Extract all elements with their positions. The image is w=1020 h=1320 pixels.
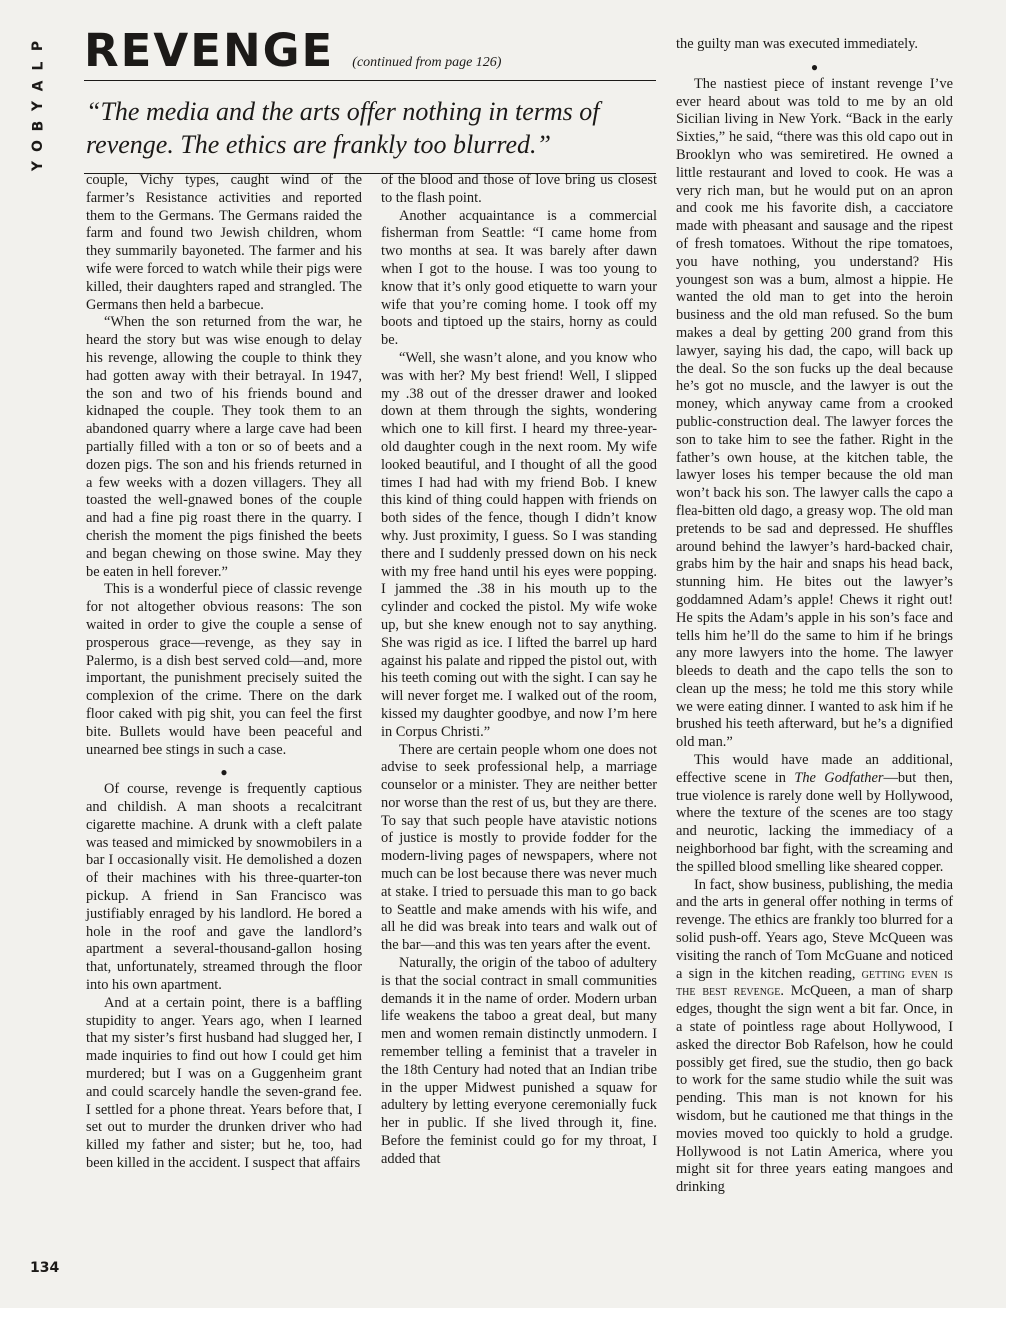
paragraph: The nastiest piece of instant revenge I’ve ever heard about was told to me by an old Sicilian living in New York. “Back in the early Sixties,” he said, “there was this old capo out in Brooklyn who was semiretired. He owned a little restaurant and loved to cook. He was a very rich man, but he would put on an apron and cook me his favorite dish, a cacciatore made with pheasant and sausage and the ripest of fresh tomatoes. Without the ripe tomatoes, you have nothing, you understand? His youngest son was a bum, almost a hippie. He wanted the old man to get into the heroin business and the old man refused. So the bum makes a deal by getting 200 grand from this lawyer, saying his dad, the capo, will back up the deal. So the son fucks up the deal because he’s got no muscle, and the lawyer is out the money, which anyway came from a crooked public-construction deal. The lawyer forces the son to take him to see the father. Right in the father’s own house, at the kitchen table, the lawyer loses his temper because the old man won’t back his son. The lawyer calls the capo a flea-bitten old dago, a greasy wop. The old man pretends to be sad and depressed. He shuffles around behind the lawyer’s hard-backed chair, grabs him by the hair and snaps his head back, stunning him. He bites out the lawyer’s goddamned Adam’s apple! Chews it right out! He spits the Adam’s apple in his son’s face and tells him he’ll do the same to him if he brings any more lawyers into the home. The lawyer bleeds to death and the capo tells the son to clean up the mess; he told me this story while we were eating dinner. I wanted to ask him if he brushed his teeth afterward, but he’s a dignified old man.”: [676, 75, 953, 751]
paragraph: There are certain people whom one does not advise to seek professional help, a marriage counselor or a minister. They are neither better nor worse than the rest of us, but they are there. To say that such people have atavistic notions of justice is mostly to provide fodder for the modern-living pages of newspapers, where not much can be lost because there was never much at stake. I tried to persuade this man to go back to Seattle and make amends with his wife, and all he did was break into tears and walk out of the bar—and this was ten years after the event.: [381, 741, 657, 954]
masthead-letter: Y: [29, 100, 46, 112]
masthead-letter: A: [30, 80, 46, 92]
article-title: REVENGE: [84, 24, 335, 77]
column-3: [676, 36, 953, 1197]
masthead-letter: Y: [29, 160, 46, 172]
paragraph: [676, 877, 953, 1197]
continued-note: (continued from page 126): [352, 55, 502, 70]
text-run: This would have made an additional, effective scene in: [676, 752, 953, 786]
text-run: —but then, true violence is rarely done well by Hollywood, where the texture of the scenes are too stagy and neurotic, lacking the immediacy of a neighborhood bar fight, with the screaming and the spilled blood smelling like sheared copper.: [676, 769, 953, 875]
paragraph: Of course, revenge is frequently captious and childish. A man shoots a recalcitrant cigarette machine. A drunk with a cleft palate was teased and mimicked by snowmobilers in a bar I occasionally visit. He demolished a dozen of their machines with his three-quarter-ton pickup. A friend in San Francisco was justifiably enraged by his landlord. He bored a hole in the roof and gave the landlord’s apartment a several-thousand-gallon hosing that, unfortunately, streamed through the floor into his own apartment.: [86, 781, 362, 994]
column-1: [86, 172, 362, 1173]
magazine-masthead: [20, 36, 56, 176]
article-header: [84, 26, 656, 174]
paragraph: couple, Vichy types, caught wind of the farmer’s Resistance activities and reported them to the Germans. The Germans raided the farm and found two Jewish children, whom they summarily bayoneted. The farmer and his wife were forced to watch while their pigs were killed, their daughters raped and strangled. The Germans then held a barbecue.: [86, 172, 362, 313]
title-row: [84, 26, 656, 76]
page-number: 134: [30, 1260, 60, 1276]
masthead-letter: B: [29, 120, 46, 132]
sign-text: getting even is the best revenge: [676, 965, 953, 1000]
paragraph: [676, 752, 953, 877]
paragraph: And at a certain point, there is a baffling stupidity to anger. Years ago, when I learned that my sister’s first husband had slugged her, I made inquiries to find out how I could get him murdered; but I was on a Guggenheim grant and could scarcely handle the seven-grand fee. I settled for a phone threat. Years before that, I set out to murder the drunken driver who had killed my father and sister; but he, too, had been killed in the accident. I suspect that affairs: [86, 994, 362, 1172]
masthead-letter: L: [29, 61, 46, 71]
film-title: The Godfather: [794, 769, 884, 786]
page-edge: [1006, 0, 1020, 1320]
column-2: [381, 172, 657, 1169]
paragraph: Naturally, the origin of the taboo of adultery is that the social contract in small communities demands it in the name of order. Modern urban life weakens the taboo a great deal, but many men and women remain distinctly unmodern. I remember telling a feminist that a traveler in the 18th Century had noted that an Indian tribe in the upper Midwest punished a squaw for adultery by letting everyone ceremonially fuck her in public. If she lived through it, fine. Before the feminist could go for my throat, I added that: [381, 955, 657, 1167]
pull-quote: “The media and the arts offer nothing in terms of revenge. The ethics are frankly too blurred.”: [86, 97, 600, 159]
section-bullet: ●: [220, 765, 228, 780]
text-run: In fact, show business, publishing, the media and the arts in general offer nothing in terms of revenge. The ethics are frankly too blurred for a solid push-off. Years ago, Steve McQueen was visiting the ranch of Tom McGuane and noticed a sign in the kitchen reading,: [676, 876, 953, 982]
masthead-letter: O: [30, 140, 46, 152]
paragraph: of the blood and those of love bring us closest to the flash point.: [381, 172, 657, 206]
section-bullet: ●: [810, 59, 819, 74]
paragraph: “Well, she wasn’t alone, and you know who was with her? My best friend! Well, I slipped my .38 out of the dresser drawer and looked down at them through the sights, wondering which one to kill first. I heard my three-year-old daughter cough in the next room. My wife looked beautiful, and I thought of all the good times I had had with my friend Bob. I knew this kind of thing could happen with friends on both sides of the fence, though I didn’t know why. Just proximity, I guess. So I was standing there and I suddenly pressed down on his neck with my free hand until his eyes were popping. I jammed the .38 in his mouth up to the cylinder and cocked the pistol. My wife woke up, but she knew enough not to say anything. She was rigid as ice. I lifted the barrel up hard against his palate and ripped the pistol out, with his teeth coming out with the sight. I can say he will never forget me. I walked out of the room, kissed my daughter goodbye, and now I’m here in Corpus Christi.”: [381, 349, 657, 740]
page-edge: [0, 1308, 1020, 1320]
paragraph: “When the son returned from the war, he heard the story but was wise enough to delay his revenge, allowing the couple to think they had gotten away with their betrayal. In 1947, the son and two of his friends bound and kidnaped the couple. They took them to an abandoned quarry where a large cave had been partially filled with a ton or so of beets and a dozen pigs. The son and his friends returned in a few weeks with a dozen villagers. They all toasted the well-gnawed bones of the couple and had a fine pig roast there in the quarry. I cherish the moment the pigs finished the beets and began chewing on those swine. May they be eaten in hell forever.”: [86, 314, 362, 580]
header-rule: [84, 80, 656, 81]
paragraph: Another acquaintance is a commercial fisherman from Seattle: “I came home from two months at sea. It was barely after dawn when I got to the house. I was too young to know that it’s only good etiquette to warn your wife that you’re coming home. I took off my boots and tiptoed up the stairs, horny as could be.: [381, 207, 657, 349]
paragraph: the guilty man was executed immediately.: [676, 36, 919, 52]
masthead-letter: P: [29, 40, 46, 52]
text-run: . McQueen, a man of sharp edges, thought the sign went a bit far. Once, in a state of pointless rage about Hollywood, I asked the director Bob Rafelson, how he could possibly get fired, sue the studio, then go back to work for the same studio while the suit was pending. This man is not known for his wisdom, but he cautioned me that things in the movies moved too quickly to hold a grudge. Hollywood is not Latin America, where you might sit for three years eating mangoes and drinking: [676, 983, 954, 1196]
paragraph: This is a wonderful piece of classic revenge for not altogether obvious reasons: The son waited in order to give the couple a sense of prosperous grace—revenge, as they say in Palermo, is a dish best served cold—and, more important, the punishment precisely suited the complexion of the crime. There on the dark floor caked with pig shit, you can feel the first bite. Bullets would have been peaceful and unearned bee stings in such a case.: [86, 581, 362, 758]
